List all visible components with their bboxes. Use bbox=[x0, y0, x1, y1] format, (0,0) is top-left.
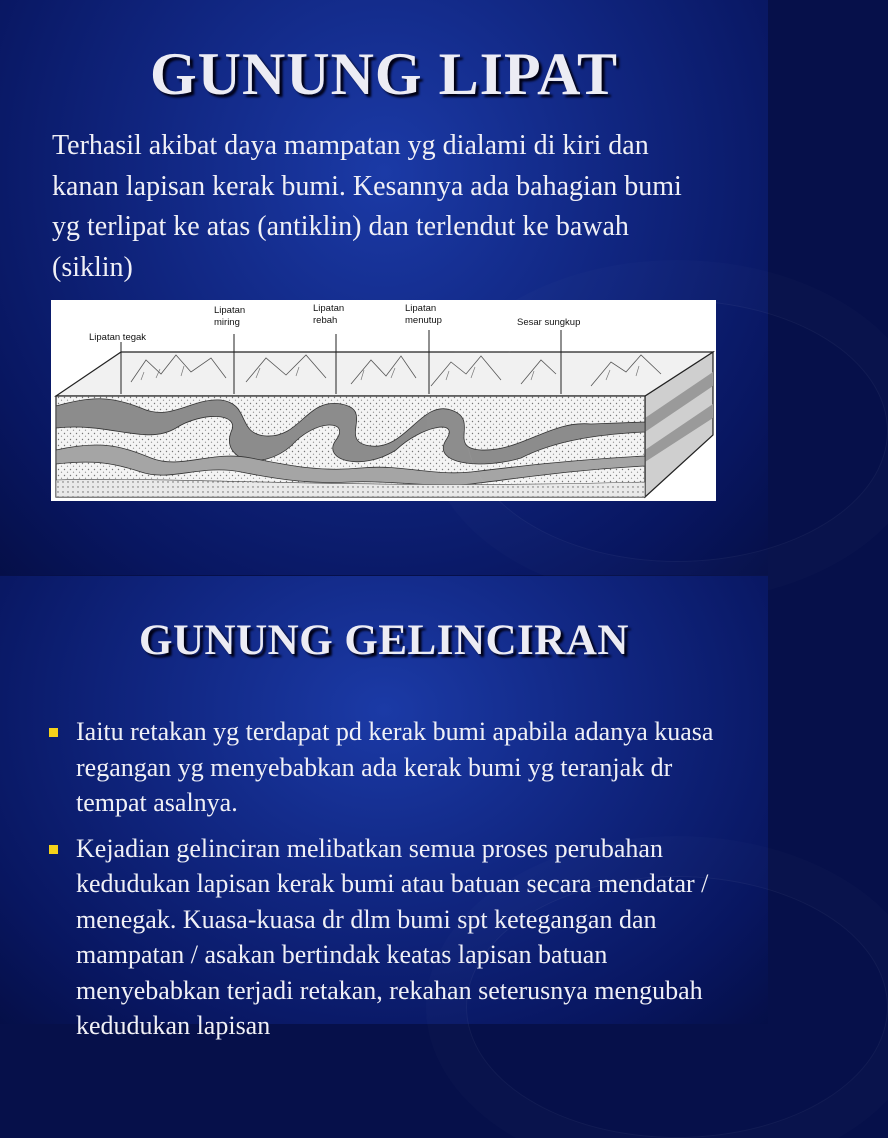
label-lipatan-tegak: Lipatan tegak bbox=[89, 332, 147, 343]
square-bullet-icon bbox=[49, 845, 58, 854]
label-lipatan-rebah-1: Lipatan bbox=[313, 303, 345, 314]
bullet-list bbox=[48, 714, 728, 1054]
fold-mountain-diagram bbox=[51, 300, 716, 501]
label-lipatan-menutup-1: Lipatan bbox=[405, 303, 437, 314]
slide-title: GUNUNG LIPAT bbox=[149, 41, 619, 107]
bullet-text: Iaitu retakan yg terdapat pd kerak bumi apabila adanya kuasa regangan yg menyebabkan ada kerak bumi yg teranjak dr tempat asalnya. bbox=[76, 717, 714, 817]
slide-title: GUNUNG GELINCIRAN bbox=[139, 617, 629, 664]
label-lipatan-menutup-2: menutup bbox=[405, 315, 442, 326]
bullet-item bbox=[48, 831, 728, 1044]
slide-paragraph: Terhasil akibat daya mampatan yg dialami di kiri dan kanan lapisan kerak bumi. Kesannya ada bahagian bumi yg terlipat ke atas (antiklin) dan terlendut ke bawah (siklin) bbox=[52, 130, 682, 283]
slide-gunung-gelinciran bbox=[0, 576, 768, 1040]
label-lipatan-miring-1: Lipatan bbox=[214, 305, 246, 316]
label-lipatan-rebah-2: rebah bbox=[313, 315, 338, 326]
bullet-text: Kejadian gelinciran melibatkan semua proses perubahan kedudukan lapisan kerak bumi atau batuan secara mendatar / menegak. Kuasa-kuasa dr dlm bumi spt ketegangan dan mampatan / asakan bertindak keatas lapisan batuan menyebabkan terjadi retakan, rekahan seterusnya mengubah kedudukan lapisan bbox=[76, 833, 709, 1040]
label-sesar-sungkup: Sesar sungkup bbox=[517, 317, 581, 328]
square-bullet-icon bbox=[49, 728, 58, 737]
label-lipatan-miring-2: miring bbox=[214, 317, 240, 328]
slide-gunung-lipat bbox=[0, 0, 768, 575]
bullet-item bbox=[48, 714, 728, 821]
